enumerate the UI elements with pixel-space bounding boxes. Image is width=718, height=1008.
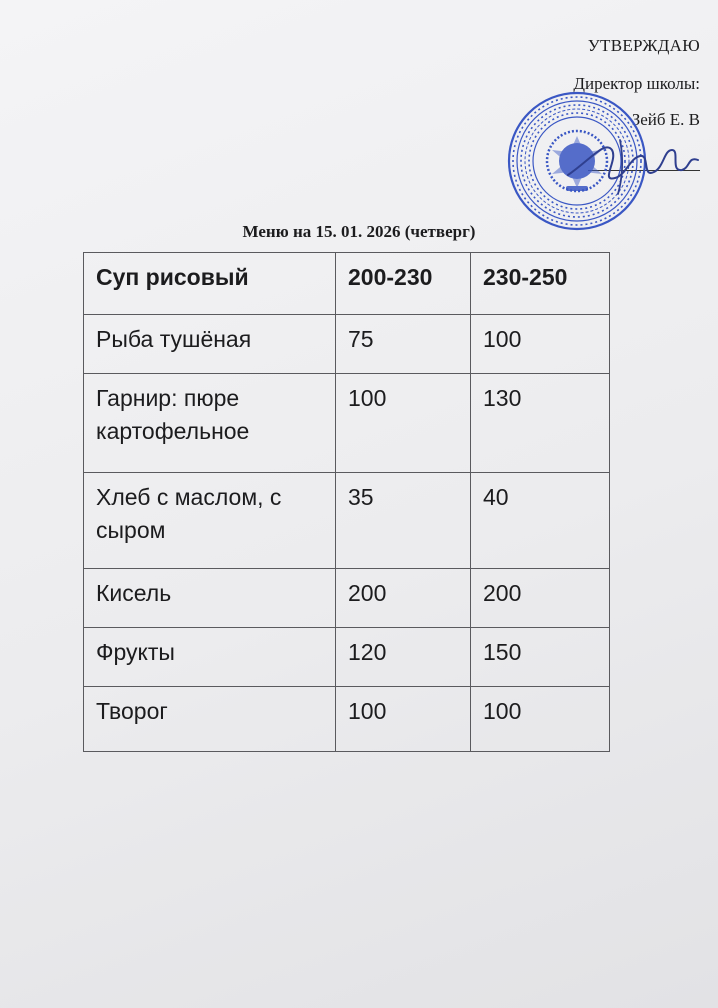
- dish-name: Хлеб с маслом, с сыром: [84, 473, 336, 569]
- table-row: [84, 473, 610, 569]
- portion-large: 40: [471, 473, 610, 569]
- menu-table: [83, 252, 610, 752]
- portion-small: 100: [336, 374, 471, 473]
- portion-small: 200-230: [336, 253, 471, 315]
- approval-heading: УТВЕРЖДАЮ: [587, 36, 700, 55]
- dish-name: Фрукты: [84, 628, 336, 687]
- portion-large: 230-250: [471, 253, 610, 315]
- dish-name: Суп рисовый: [84, 253, 336, 315]
- signature-icon: [560, 120, 710, 200]
- portion-small: 35: [336, 473, 471, 569]
- portion-small: 75: [336, 315, 471, 374]
- dish-name: Кисель: [84, 569, 336, 628]
- portion-small: 120: [336, 628, 471, 687]
- portion-large: 100: [471, 315, 610, 374]
- portion-small: 100: [336, 687, 471, 752]
- table-row: [84, 374, 610, 473]
- table-row: [84, 569, 610, 628]
- dish-name: Рыба тушёная: [84, 315, 336, 374]
- portion-large: 130: [471, 374, 610, 473]
- portion-small: 200: [336, 569, 471, 628]
- director-position: Директор школы:: [573, 74, 700, 93]
- portion-large: 200: [471, 569, 610, 628]
- table-row: [84, 687, 610, 752]
- table-row: [84, 628, 610, 687]
- menu-title: Меню на 15. 01. 2026 (четверг): [242, 222, 476, 241]
- dish-name: Гарнир: пюре картофельное: [84, 374, 336, 473]
- portion-large: 100: [471, 687, 610, 752]
- director-name: Зейб Е. В: [631, 110, 700, 129]
- portion-large: 150: [471, 628, 610, 687]
- dish-name: Творог: [84, 687, 336, 752]
- table-row: [84, 253, 610, 315]
- table-row: [84, 315, 610, 374]
